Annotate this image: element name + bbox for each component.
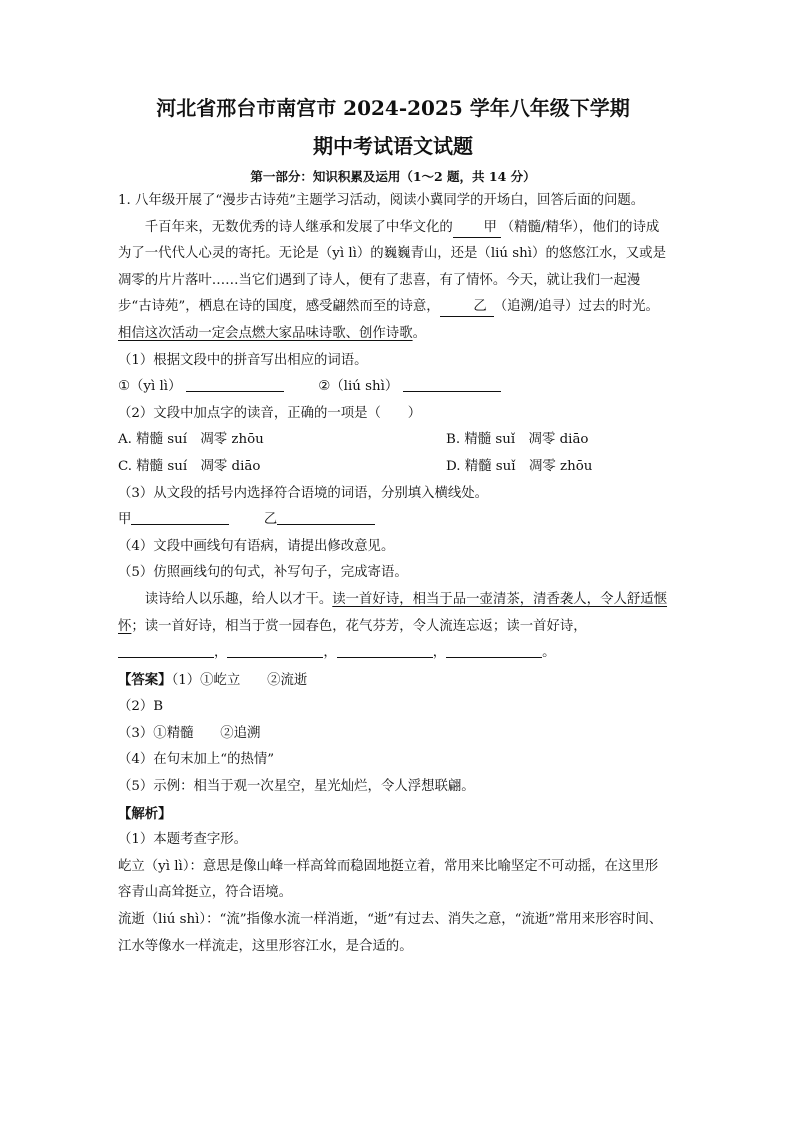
sub-question-1-blanks: [118, 374, 668, 401]
sub-question-5: （5）仿照画线句的句式，补写句子，完成寄语。: [118, 565, 408, 581]
sub5-comma-2: ，: [323, 645, 337, 661]
sub5-underlined: 读一首好诗，相当于品一壶清茶，清香袭人，令人舒适惬怀: [118, 591, 668, 634]
options-row-2: [118, 454, 668, 481]
sub1-a-label: ①（yì lì）: [118, 379, 182, 395]
sub5-period: 。: [542, 645, 556, 661]
sub1-b-blank: [403, 377, 501, 392]
option-b: B. 精髓 suǐ 凋零 diāo: [446, 432, 589, 448]
analysis-label: 【解析】: [118, 805, 172, 822]
section-heading: 第一部分：知识积累及运用（1～2 题，共 14 分）: [250, 169, 536, 184]
sub3-jia-label: 甲: [118, 512, 132, 528]
option-d: D. 精髓 suǐ 凋零 zhōu: [446, 458, 593, 474]
passage-part2: （精髓/精华），他们的诗成为了一代代人心灵的寄托。无论是（yì lì）的巍巍青山，还是（liú shì）的悠悠江水，又或是凋零的片片落叶……当它们遇到了诗人，便有了悲喜，有了情怀。今天，就让我们一起漫步“古诗苑”，栖息在诗的国度，感受翩然而至的诗意，: [118, 219, 666, 315]
doc-title-line2: 期中考试语文试题: [313, 134, 473, 158]
sub5-blank-4: [446, 643, 542, 658]
passage-part4: 。: [412, 325, 426, 341]
sub5-comma-1: ，: [214, 645, 228, 661]
sub5-blanks: [118, 640, 668, 667]
doc-title-line1: 河北省邢台市南宫市 2024-2025 学年八年级下学期: [156, 96, 630, 120]
answer-5: （5）示例：相当于观一次星空，星光灿烂，令人浮想联翩。: [118, 779, 475, 795]
sub5-comma-3: ，: [432, 645, 447, 661]
sub3-yi-label: 乙: [263, 512, 278, 528]
answer-line-1: [118, 667, 668, 695]
sub-question-3: （3）从文段的括号内选择符合语境的词语，分别填入横线处。: [118, 485, 489, 501]
question-intro: 1. 八年级开展了“漫步古诗苑”主题学习活动，阅读小冀同学的开场白，回答后面的问题。: [118, 193, 645, 208]
answer-2: （2）B: [118, 699, 164, 715]
document-page: [118, 92, 668, 960]
analysis-line-3: 流逝（liú shì）：“流”指像水流一样消逝，“逝”有过去、消失之意，“流逝”常用来形容时间、江水等像水一样流走，这里形容江水，是合适的。: [118, 912, 663, 954]
sub3-jia-blank: [131, 510, 229, 525]
sub5-prompt-text: [118, 587, 668, 640]
sub5-text-c: ；读一首好诗，相当于赏一园春色，花气芬芳，令人流连忘返；读一首好诗，: [131, 618, 587, 634]
sub5-blank-2: [227, 643, 323, 658]
answer-label: 【答案】: [118, 671, 172, 688]
sub-question-3-blanks: [118, 507, 668, 534]
sub-question-1: （1）根据文段中的拼音写出相应的词语。: [118, 352, 368, 368]
answer-1: （1）①屹立 ②流逝: [171, 672, 308, 688]
passage-part1: 千百年来，无数优秀的诗人继承和发展了中华文化的: [144, 219, 453, 235]
options-row-1: [118, 427, 668, 454]
sub5-blank-1: [118, 643, 214, 658]
analysis-line-1: （1）本题考查字形。: [118, 832, 248, 848]
sub-question-4: （4）文段中画线句有语病，请提出修改意见。: [118, 538, 395, 554]
answer-3: （3）①精髓 ②追溯: [118, 725, 261, 741]
passage-part3: （追溯/追寻）过去的时光。: [493, 299, 659, 315]
question-passage: [118, 215, 668, 348]
sub1-a-blank: [186, 377, 284, 392]
blank-yi: 乙: [440, 298, 494, 317]
sub3-yi-blank: [277, 510, 375, 525]
underlined-sentence: 相信这次活动一定会点燃大家品味诗歌、创作诗歌: [118, 325, 413, 341]
sub5-text-a: 读诗给人以乐趣，给人以才干。: [144, 591, 333, 607]
answer-4: （4）在句末加上“的热情”: [118, 752, 275, 768]
sub5-blank-3: [337, 643, 433, 658]
sub-question-2: （2）文段中加点字的读音，正确的一项是（ ）: [118, 405, 422, 421]
analysis-line-2: 屹立（yì lì）：意思是像山峰一样高耸而稳固地挺立着，常用来比喻坚定不可动摇，在这里形容青山高耸挺立，符合语境。: [118, 858, 659, 901]
option-c: C. 精髓 suí 凋零 diāo: [118, 458, 261, 474]
option-a: A. 精髓 suí 凋零 zhōu: [118, 432, 264, 448]
blank-jia: 甲: [453, 219, 501, 238]
sub1-b-label: ②（liú shì）: [318, 379, 399, 395]
